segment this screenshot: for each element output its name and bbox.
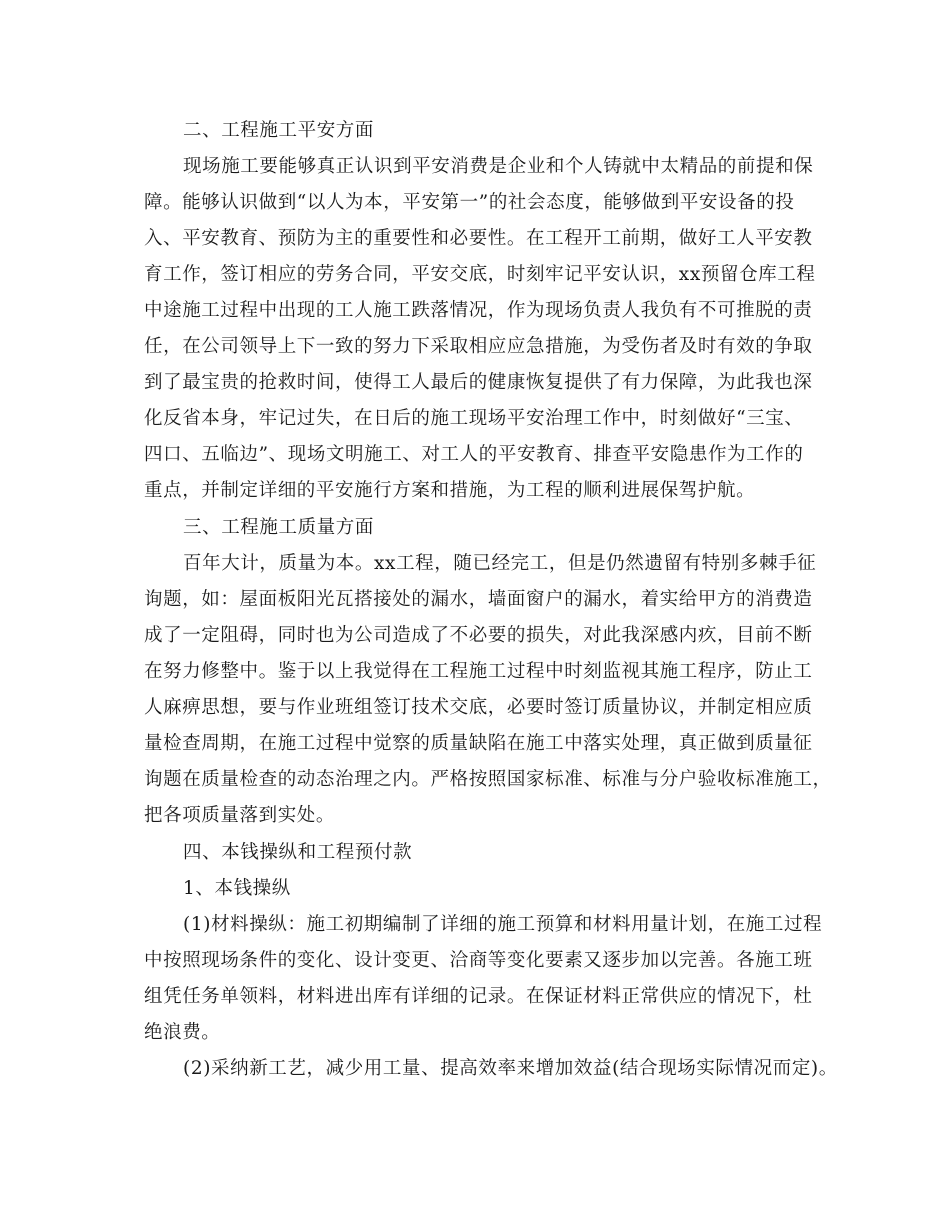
paragraph-line: 中按照现场条件的变化、设计变更、洽商等变化要素又逐步加以完善。各施工班 — [144, 950, 813, 971]
paragraph-line: 人麻痹思想，要与作业班组签订技术交底，必要时签订质量协议，并制定相应质 — [144, 697, 813, 718]
paragraph-line: 重点，并制定详细的平安施行方案和措施，为工程的顺利进展保驾护航。 — [144, 480, 756, 501]
heading-quality: 三、工程施工质量方面 — [183, 517, 375, 538]
paragraph-line: (2)采纳新工艺，减少用工量、提高效率来增加效益(结合现场实际情况而定)。 — [183, 1058, 838, 1079]
paragraph-line: 中途施工过程中出现的工人施工跌落情况，作为现场负责人我负有不可推脱的责 — [144, 300, 813, 321]
paragraph-line: 成了一定阻碍，同时也为公司造成了不必要的损失，对此我深感内疚，目前不断 — [144, 625, 813, 646]
paragraph-line: 把各项质量落到实处。 — [144, 805, 336, 826]
paragraph-line: 绝浪费。 — [144, 1022, 221, 1043]
paragraph-line: 到了最宝贵的抢救时间，使得工人最后的健康恢复提供了有力保障，为此我也深 — [144, 372, 813, 393]
heading-cost-control: 四、本钱操纵和工程预付款 — [183, 842, 413, 863]
paragraph-line: 障。能够认识做到“以人为本，平安第一”的社会态度，能够做到平安设备的投 — [144, 192, 795, 213]
paragraph-line: (1)材料操纵：施工初期编制了详细的施工预算和材料用量计划，在施工过程 — [183, 914, 823, 935]
paragraph-line: 百年大计，质量为本。xx工程，随已经完工，但是仍然遗留有特别多棘手征 — [183, 553, 817, 574]
paragraph-line: 询题在质量检查的动态治理之内。严格按照国家标准、标准与分户验收标准施工， — [144, 769, 832, 790]
paragraph-line: 入、平安教育、预防为主的重要性和必要性。在工程开工前期，做好工人平安教 — [144, 228, 813, 249]
paragraph-line: 现场施工要能够真正认识到平安消费是企业和个人铸就中太精品的前提和保 — [183, 156, 814, 177]
paragraph-line: 量检查周期，在施工过程中觉察的质量缺陷在施工中落实处理，真正做到质量征 — [144, 733, 813, 754]
subheading-cost-control: 1、本钱操纵 — [183, 878, 291, 899]
paragraph-line: 组凭任务单领料，材料进出库有详细的记录。在保证材料正常供应的情况下，杜 — [144, 986, 813, 1007]
paragraph-line: 化反省本身，牢记过失，在日后的施工现场平安治理工作中，时刻做好“三宝、 — [144, 408, 804, 429]
paragraph-line: 育工作，签订相应的劳务合同，平安交底，时刻牢记平安认识，xx预留仓库工程 — [144, 264, 816, 285]
paragraph-line: 询题，如：屋面板阳光瓦搭接处的漏水，墙面窗户的漏水，着实给甲方的消费造 — [144, 589, 813, 610]
paragraph-line: 任，在公司领导上下一致的努力下采取相应应急措施，为受伤者及时有效的争取 — [144, 336, 813, 357]
heading-safety: 二、工程施工平安方面 — [183, 120, 375, 141]
paragraph-line: 四口、五临边”、现场文明施工、对工人的平安教育、排查平安隐患作为工作的 — [144, 444, 804, 465]
paragraph-line: 在努力修整中。鉴于以上我觉得在工程施工过程中时刻监视其施工程序，防止工 — [144, 661, 813, 682]
